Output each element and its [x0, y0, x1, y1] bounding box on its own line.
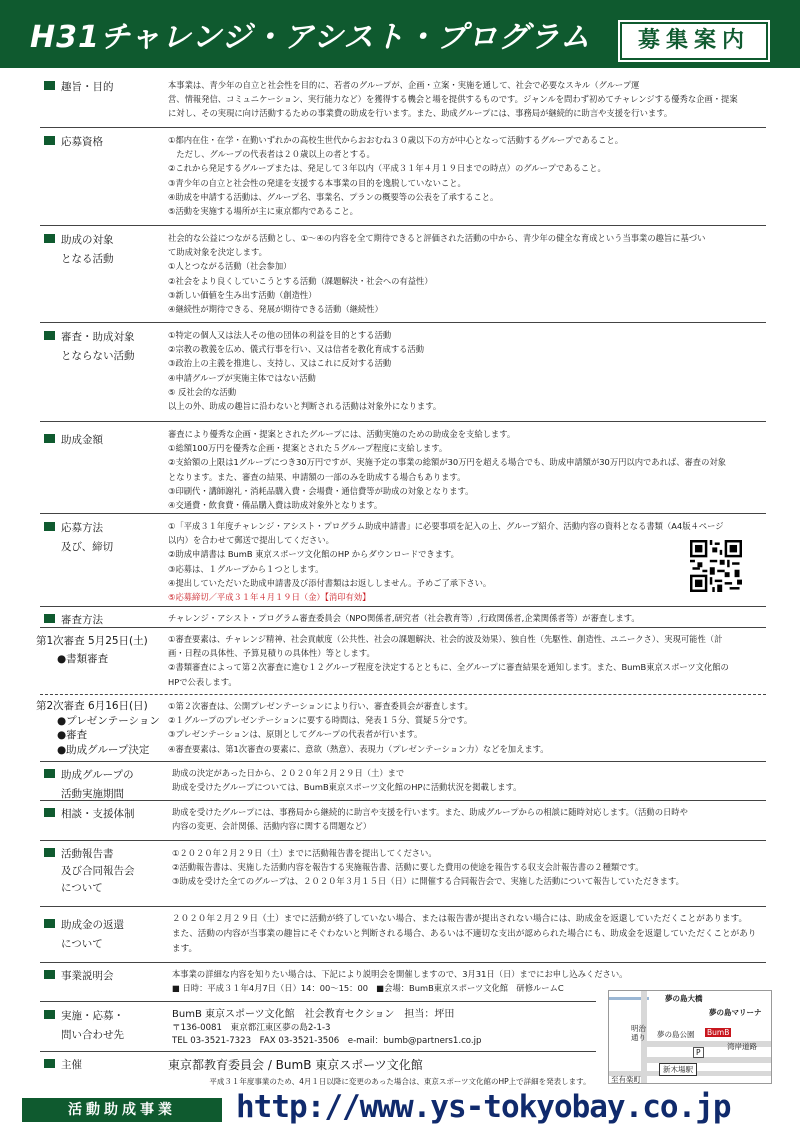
map-label-station: 新木場駅 [659, 1063, 697, 1076]
square-bullet-icon [44, 81, 55, 90]
access-map [608, 990, 772, 1084]
divider [40, 906, 766, 907]
divider [40, 322, 766, 323]
footer-note: 平成３１年度事業のため、4月１日以降に変更のあった場合は、東京スポーツ文化館のHP上で詳細を発表します。 [209, 1077, 591, 1086]
map-label-dori: 通り [631, 1033, 646, 1042]
footer-band: 活動助成事業 [22, 1098, 222, 1122]
map-label-marina: 夢の島マリーナ [709, 1008, 762, 1017]
square-bullet-icon [44, 1010, 55, 1019]
recruitment-badge: 募集案内 [620, 22, 768, 60]
divider [40, 840, 766, 841]
contact-phone-email: TEL 03-3521-7323 FAX 03-3521-3506 e-mail：bumb@partners1.co.jp [172, 1036, 482, 1046]
contact-org: BumB 東京スポーツ文化館 社会教育セクション 担当：坪田 [172, 1009, 455, 1020]
qr-code-icon[interactable] [690, 540, 742, 592]
divider [40, 127, 766, 128]
contact-address: 〒136-0081 東京都江東区夢の島2-1-3 [172, 1023, 331, 1033]
square-bullet-icon [44, 522, 55, 531]
map-label-park: 夢の島公園 [657, 1030, 695, 1039]
square-bullet-icon [44, 1059, 55, 1068]
square-bullet-icon [44, 769, 55, 778]
square-bullet-icon [44, 614, 55, 623]
divider [40, 513, 766, 514]
map-label-wangan: 湾岸道路 [727, 1042, 757, 1051]
square-bullet-icon [44, 970, 55, 979]
square-bullet-icon [44, 434, 55, 443]
divider [40, 225, 766, 226]
square-bullet-icon [44, 919, 55, 928]
map-label-meiji: 明治 [631, 1024, 646, 1033]
divider [40, 627, 766, 628]
map-label-bridge: 夢の島大橋 [665, 994, 703, 1003]
parking-icon: P [693, 1047, 704, 1058]
divider [40, 421, 766, 422]
divider [40, 1051, 596, 1052]
website-link[interactable]: http://www.ys-tokyobay.co.jp [236, 1089, 731, 1125]
map-label-bumb: BumB [707, 1028, 730, 1037]
divider [40, 606, 766, 607]
divider [40, 800, 766, 801]
divider [40, 962, 766, 963]
section-label: 趣旨・目的 [40, 78, 164, 97]
deadline-text: ⑤応募締切／平成３１年４月１９日（金）【消印有効】 [168, 592, 371, 603]
square-bullet-icon [44, 808, 55, 817]
section-body: 本事業は、青少年の自立と社会性を目的に、若者のグループが、企画・立案・実施を通して、社会で必要なスキル（グループ運 営、情報発信、コミュニケーション、実行能力など）を獲得する機会と場を提供するものです。ジャンルを問わず初めてチャレンジする優秀な企画・提案 に対し、その実現に向け活動するための事業費の助成を行います。また、助成グループには、事務局が継続的に助言や支援を行います。 [168, 80, 738, 119]
divider [40, 1001, 596, 1002]
page-title: H31チャレンジ・アシスト・プログラム [30, 20, 592, 55]
page-header [0, 0, 800, 68]
map-label-yurakucho: 至有楽町 [611, 1075, 641, 1084]
divider [40, 761, 766, 762]
dashed-divider [40, 694, 766, 695]
square-bullet-icon [44, 848, 55, 857]
square-bullet-icon [44, 136, 55, 145]
square-bullet-icon [44, 331, 55, 340]
square-bullet-icon [44, 234, 55, 243]
